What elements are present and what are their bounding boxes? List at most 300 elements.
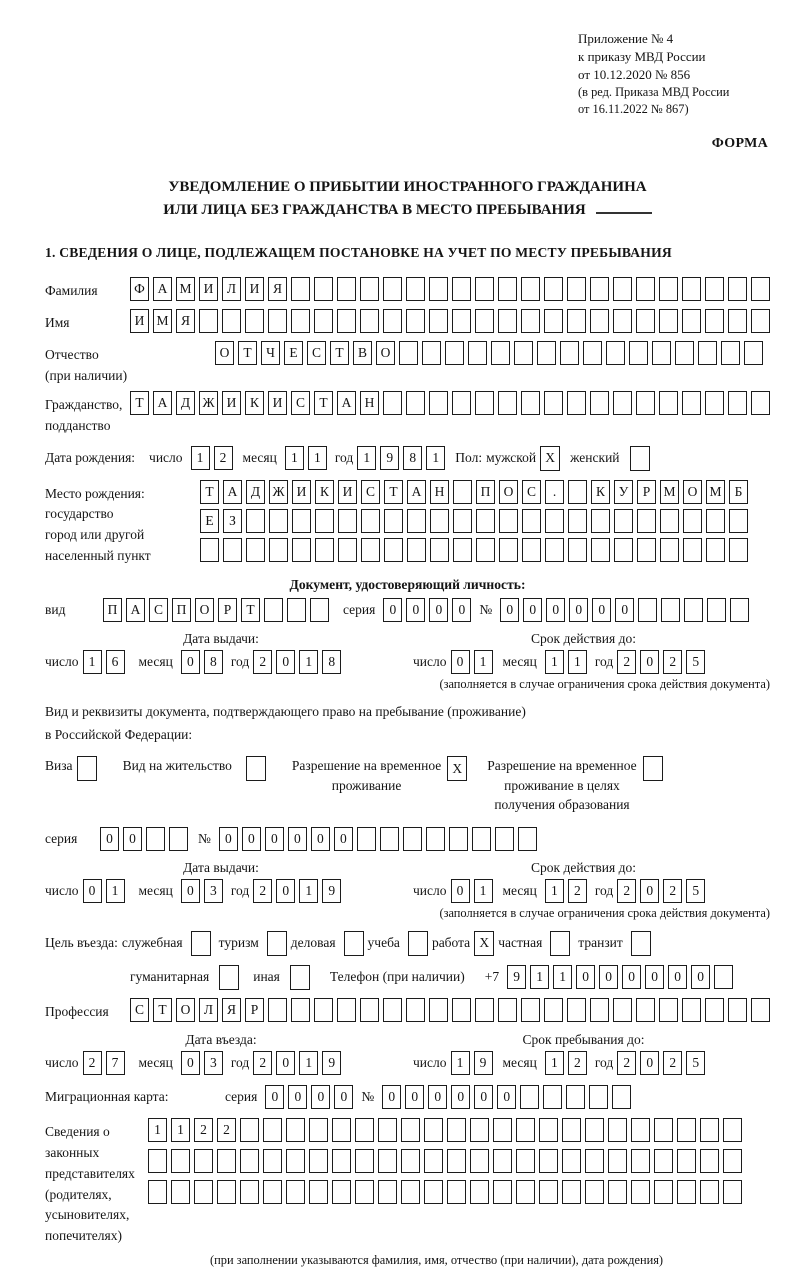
char-box[interactable]: О [195,598,214,622]
char-box[interactable] [544,998,563,1022]
char-box[interactable]: Д [246,480,265,504]
residence-issue-month[interactable] [181,879,223,903]
char-box[interactable]: А [153,277,172,301]
firstname-input[interactable] [130,309,770,333]
char-box[interactable]: 0 [640,879,659,903]
char-box[interactable] [568,480,587,504]
char-box[interactable] [545,538,564,562]
char-box[interactable] [475,277,494,301]
char-box[interactable] [360,309,379,333]
char-box[interactable] [728,277,747,301]
char-box[interactable]: Т [238,341,257,365]
char-box[interactable] [637,538,656,562]
char-box[interactable] [355,1118,374,1142]
char-box[interactable] [453,509,472,533]
char-box[interactable]: В [353,341,372,365]
char-box[interactable]: 0 [497,1085,516,1109]
char-box[interactable]: 1 [568,650,587,674]
char-box[interactable] [378,1149,397,1173]
char-box[interactable]: Я [176,309,195,333]
char-box[interactable] [729,509,748,533]
char-box[interactable] [590,309,609,333]
char-box[interactable] [337,309,356,333]
char-box[interactable]: 0 [181,650,200,674]
char-box[interactable]: И [222,391,241,415]
char-box[interactable]: 0 [406,598,425,622]
char-box[interactable] [613,998,632,1022]
char-box[interactable]: О [683,480,702,504]
char-box[interactable]: 0 [276,650,295,674]
char-box[interactable] [495,827,514,851]
char-box[interactable]: 0 [383,598,402,622]
char-box[interactable] [337,277,356,301]
char-box[interactable] [310,598,329,622]
char-box[interactable]: 1 [545,879,564,903]
doc-expiry-year[interactable] [617,650,705,674]
char-box[interactable] [361,538,380,562]
char-box[interactable] [452,277,471,301]
char-box[interactable] [429,391,448,415]
char-box[interactable]: 2 [253,650,272,674]
char-box[interactable] [567,998,586,1022]
char-box[interactable]: 0 [382,1085,401,1109]
residence-number-input[interactable] [219,827,537,851]
char-box[interactable] [636,998,655,1022]
char-box[interactable] [401,1118,420,1142]
char-box[interactable] [590,277,609,301]
char-box[interactable]: 0 [311,827,330,851]
char-box[interactable]: 1 [530,965,549,989]
char-box[interactable] [728,998,747,1022]
char-box[interactable] [744,341,763,365]
char-box[interactable] [338,538,357,562]
char-box[interactable]: 1 [357,446,376,470]
char-box[interactable] [567,391,586,415]
char-box[interactable] [194,1180,213,1204]
char-box[interactable] [314,309,333,333]
char-box[interactable]: А [407,480,426,504]
gender-male-checkbox[interactable]: X [540,446,560,471]
residence-series-input[interactable] [100,827,188,851]
char-box[interactable]: 1 [299,879,318,903]
char-box[interactable] [332,1118,351,1142]
char-box[interactable] [751,277,770,301]
char-box[interactable]: Л [222,277,241,301]
char-box[interactable] [222,309,241,333]
char-box[interactable] [169,827,188,851]
char-box[interactable]: М [660,480,679,504]
char-box[interactable] [403,827,422,851]
char-box[interactable] [292,509,311,533]
char-box[interactable] [383,391,402,415]
char-box[interactable] [568,538,587,562]
char-box[interactable] [518,827,537,851]
char-box[interactable] [291,277,310,301]
char-box[interactable] [194,1149,213,1173]
char-box[interactable]: Н [360,391,379,415]
char-box[interactable]: 0 [181,1051,200,1075]
char-box[interactable]: 0 [592,598,611,622]
char-box[interactable] [406,998,425,1022]
char-box[interactable]: 5 [686,879,705,903]
char-box[interactable] [291,309,310,333]
char-box[interactable]: 8 [322,650,341,674]
char-box[interactable]: 1 [106,879,125,903]
char-box[interactable] [585,1118,604,1142]
char-box[interactable] [683,509,702,533]
char-box[interactable] [245,309,264,333]
doc-issue-year[interactable] [253,650,341,674]
char-box[interactable] [332,1149,351,1173]
char-box[interactable]: 2 [663,879,682,903]
char-box[interactable]: 0 [668,965,687,989]
char-box[interactable] [590,998,609,1022]
char-box[interactable] [429,309,448,333]
char-box[interactable] [493,1118,512,1142]
char-box[interactable]: 0 [640,650,659,674]
temp-residence-education-checkbox[interactable] [643,756,663,781]
residence-expiry-year[interactable] [617,879,705,903]
char-box[interactable] [470,1118,489,1142]
purpose-commercial-checkbox[interactable] [344,931,364,956]
residence-expiry-month[interactable] [545,879,587,903]
char-box[interactable] [332,1180,351,1204]
birth-year-input[interactable] [357,446,445,470]
char-box[interactable]: А [153,391,172,415]
char-box[interactable] [406,391,425,415]
residence-issue-year[interactable] [253,879,341,903]
char-box[interactable]: 3 [204,1051,223,1075]
char-box[interactable] [706,538,725,562]
char-box[interactable] [659,277,678,301]
char-box[interactable] [562,1149,581,1173]
char-box[interactable] [447,1180,466,1204]
char-box[interactable]: П [172,598,191,622]
char-box[interactable] [269,509,288,533]
char-box[interactable]: 2 [253,1051,272,1075]
char-box[interactable] [521,309,540,333]
char-box[interactable] [654,1149,673,1173]
char-box[interactable]: 0 [334,1085,353,1109]
char-box[interactable]: 0 [242,827,261,851]
char-box[interactable] [539,1180,558,1204]
char-box[interactable] [470,1149,489,1173]
char-box[interactable] [146,827,165,851]
char-box[interactable]: 0 [219,827,238,851]
char-box[interactable] [269,538,288,562]
char-box[interactable] [246,509,265,533]
char-box[interactable]: 1 [191,446,210,470]
char-box[interactable] [677,1149,696,1173]
citizenship-input[interactable] [130,391,770,415]
char-box[interactable] [475,309,494,333]
char-box[interactable] [636,391,655,415]
char-box[interactable] [520,1085,539,1109]
char-box[interactable]: 0 [276,879,295,903]
char-box[interactable] [521,277,540,301]
char-box[interactable] [268,998,287,1022]
char-box[interactable] [723,1149,742,1173]
char-box[interactable] [430,538,449,562]
char-box[interactable] [728,391,747,415]
char-box[interactable] [399,341,418,365]
char-box[interactable]: Р [637,480,656,504]
char-box[interactable]: К [315,480,334,504]
char-box[interactable]: 0 [265,827,284,851]
char-box[interactable]: 2 [83,1051,102,1075]
char-box[interactable] [493,1149,512,1173]
char-box[interactable] [700,1149,719,1173]
char-box[interactable] [223,538,242,562]
char-box[interactable] [401,1180,420,1204]
char-box[interactable] [406,277,425,301]
char-box[interactable]: С [522,480,541,504]
char-box[interactable] [608,1180,627,1204]
char-box[interactable]: 1 [83,650,102,674]
purpose-other-checkbox[interactable] [290,965,310,990]
char-box[interactable]: У [614,480,633,504]
char-box[interactable] [199,309,218,333]
char-box[interactable] [654,1118,673,1142]
char-box[interactable] [453,538,472,562]
char-box[interactable] [426,827,445,851]
char-box[interactable] [447,1118,466,1142]
char-box[interactable] [516,1118,535,1142]
char-box[interactable] [723,1180,742,1204]
doc-expiry-month[interactable] [545,650,587,674]
char-box[interactable] [521,998,540,1022]
char-box[interactable] [498,391,517,415]
gender-female-checkbox[interactable] [630,446,650,471]
purpose-private-checkbox[interactable] [550,931,570,956]
char-box[interactable]: Т [200,480,219,504]
doc-expiry-day[interactable] [451,650,493,674]
char-box[interactable] [240,1180,259,1204]
char-box[interactable] [682,391,701,415]
char-box[interactable] [498,277,517,301]
char-box[interactable] [562,1118,581,1142]
char-box[interactable] [264,598,283,622]
char-box[interactable] [200,538,219,562]
char-box[interactable]: 0 [288,1085,307,1109]
char-box[interactable]: 0 [83,879,102,903]
char-box[interactable]: О [499,480,518,504]
char-box[interactable]: И [130,309,149,333]
char-box[interactable]: 0 [334,827,353,851]
phone-input[interactable] [507,965,733,989]
char-box[interactable]: 0 [576,965,595,989]
char-box[interactable]: З [223,509,242,533]
char-box[interactable]: 1 [545,650,564,674]
char-box[interactable]: И [338,480,357,504]
char-box[interactable]: Т [241,598,260,622]
char-box[interactable]: 2 [217,1118,236,1142]
birth-day-input[interactable] [191,446,233,470]
char-box[interactable] [355,1149,374,1173]
char-box[interactable] [705,391,724,415]
char-box[interactable]: С [291,391,310,415]
char-box[interactable]: 2 [568,879,587,903]
char-box[interactable] [424,1118,443,1142]
char-box[interactable]: К [245,391,264,415]
purpose-business-checkbox[interactable] [191,931,211,956]
char-box[interactable]: . [545,480,564,504]
char-box[interactable] [544,391,563,415]
char-box[interactable] [684,598,703,622]
char-box[interactable]: Я [268,277,287,301]
char-box[interactable] [338,509,357,533]
stay-until-day[interactable] [451,1051,493,1075]
char-box[interactable] [729,538,748,562]
char-box[interactable]: 1 [148,1118,167,1142]
profession-input[interactable] [130,998,770,1022]
char-box[interactable] [217,1149,236,1173]
char-box[interactable] [472,827,491,851]
char-box[interactable]: 0 [569,598,588,622]
char-box[interactable] [514,341,533,365]
representatives-input-row3[interactable] [148,1180,742,1204]
char-box[interactable]: 0 [640,1051,659,1075]
char-box[interactable]: 0 [452,598,471,622]
char-box[interactable] [498,998,517,1022]
char-box[interactable] [591,538,610,562]
char-box[interactable]: 1 [553,965,572,989]
char-box[interactable]: 2 [194,1118,213,1142]
char-box[interactable] [470,1180,489,1204]
char-box[interactable]: М [176,277,195,301]
char-box[interactable]: 0 [645,965,664,989]
char-box[interactable] [360,277,379,301]
char-box[interactable] [476,509,495,533]
char-box[interactable]: Ж [269,480,288,504]
birthplace-input-row3[interactable] [200,538,748,562]
char-box[interactable] [453,480,472,504]
char-box[interactable] [452,391,471,415]
char-box[interactable]: 9 [322,1051,341,1075]
char-box[interactable]: 0 [474,1085,493,1109]
char-box[interactable]: 0 [451,879,470,903]
char-box[interactable]: А [337,391,356,415]
doc-series-input[interactable] [383,598,471,622]
char-box[interactable] [263,1118,282,1142]
char-box[interactable] [263,1149,282,1173]
char-box[interactable] [309,1149,328,1173]
char-box[interactable] [360,998,379,1022]
char-box[interactable] [614,538,633,562]
char-box[interactable] [430,509,449,533]
char-box[interactable] [315,509,334,533]
char-box[interactable] [728,309,747,333]
char-box[interactable] [661,598,680,622]
char-box[interactable]: 1 [299,650,318,674]
char-box[interactable]: 0 [181,879,200,903]
char-box[interactable] [355,1180,374,1204]
char-box[interactable] [567,277,586,301]
char-box[interactable]: М [706,480,725,504]
char-box[interactable] [468,341,487,365]
stay-until-month[interactable] [545,1051,587,1075]
char-box[interactable] [516,1149,535,1173]
char-box[interactable] [452,309,471,333]
residence-expiry-day[interactable] [451,879,493,903]
char-box[interactable]: П [103,598,122,622]
char-box[interactable]: 0 [451,1085,470,1109]
char-box[interactable] [660,538,679,562]
char-box[interactable]: 0 [428,1085,447,1109]
char-box[interactable] [700,1118,719,1142]
char-box[interactable] [292,538,311,562]
char-box[interactable] [263,1180,282,1204]
char-box[interactable] [407,538,426,562]
char-box[interactable]: 2 [214,446,233,470]
char-box[interactable] [613,309,632,333]
char-box[interactable] [522,509,541,533]
char-box[interactable] [652,341,671,365]
char-box[interactable] [568,509,587,533]
char-box[interactable] [631,1118,650,1142]
char-box[interactable]: С [149,598,168,622]
char-box[interactable]: 0 [265,1085,284,1109]
char-box[interactable]: 0 [100,827,119,851]
char-box[interactable]: 0 [123,827,142,851]
char-box[interactable]: Т [130,391,149,415]
char-box[interactable]: 2 [568,1051,587,1075]
char-box[interactable]: П [476,480,495,504]
char-box[interactable]: А [223,480,242,504]
char-box[interactable] [543,1085,562,1109]
char-box[interactable]: 0 [311,1085,330,1109]
char-box[interactable] [148,1180,167,1204]
char-box[interactable] [361,509,380,533]
char-box[interactable] [714,965,733,989]
char-box[interactable]: О [176,998,195,1022]
char-box[interactable] [499,538,518,562]
char-box[interactable] [706,509,725,533]
purpose-humanitarian-checkbox[interactable] [219,965,239,990]
char-box[interactable]: 0 [276,1051,295,1075]
char-box[interactable] [240,1149,259,1173]
char-box[interactable] [638,598,657,622]
char-box[interactable] [585,1180,604,1204]
char-box[interactable]: 2 [617,650,636,674]
char-box[interactable] [287,598,306,622]
char-box[interactable] [314,277,333,301]
doc-number-input[interactable] [500,598,749,622]
char-box[interactable]: 5 [686,650,705,674]
char-box[interactable] [452,998,471,1022]
char-box[interactable] [636,277,655,301]
char-box[interactable]: 0 [288,827,307,851]
char-box[interactable]: 2 [253,879,272,903]
char-box[interactable] [499,509,518,533]
char-box[interactable] [721,341,740,365]
char-box[interactable] [429,277,448,301]
char-box[interactable] [407,509,426,533]
char-box[interactable]: 0 [429,598,448,622]
char-box[interactable] [567,309,586,333]
char-box[interactable] [424,1180,443,1204]
char-box[interactable] [544,309,563,333]
char-box[interactable]: Ч [261,341,280,365]
char-box[interactable]: 2 [663,1051,682,1075]
char-box[interactable] [378,1118,397,1142]
char-box[interactable] [309,1118,328,1142]
char-box[interactable]: 1 [299,1051,318,1075]
doc-issue-month[interactable] [181,650,223,674]
residence-permit-checkbox[interactable] [246,756,266,781]
char-box[interactable] [286,1118,305,1142]
char-box[interactable] [217,1180,236,1204]
